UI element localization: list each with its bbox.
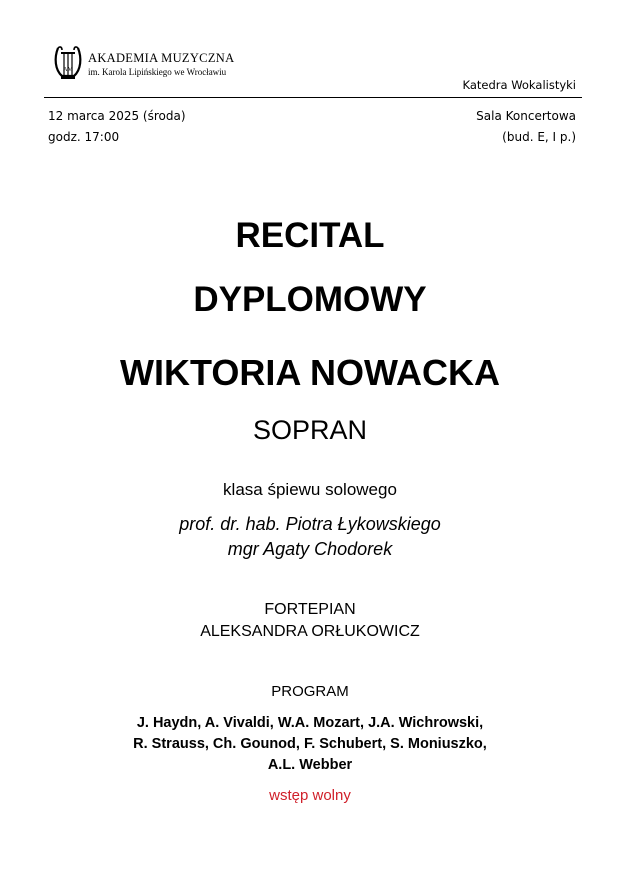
department-name: Katedra Wokalistyki <box>462 78 576 92</box>
title-line-2: DYPLOMOWY <box>193 280 427 319</box>
institution-subtitle: im. Karola Lipińskiego we Wrocławiu <box>88 66 227 77</box>
event-date: 12 marca 2025 (środa) <box>48 109 186 123</box>
institution-text <box>88 51 234 78</box>
lyre-icon <box>52 44 84 84</box>
accompanist-name: ALEKSANDRA ORŁUKOWICZ <box>200 623 420 640</box>
program-heading: PROGRAM <box>271 683 349 700</box>
institution-logo <box>52 44 234 84</box>
composers-line-3: A.L. Webber <box>267 757 353 773</box>
composers-line-2: R. Strauss, Ch. Gounod, F. Schubert, S. Moniuszko, <box>133 736 487 752</box>
venue-name: Sala Koncertowa <box>476 109 576 123</box>
event-datetime <box>48 106 186 148</box>
venue-detail: (bud. E, I p.) <box>502 130 576 144</box>
class-label: klasa śpiewu solowego <box>223 480 397 499</box>
voice-type: SOPRAN <box>252 415 368 445</box>
teacher-1: prof. dr. hab. Piotra Łykowskiego <box>179 514 441 534</box>
performer-name: WIKTORIA NOWACKA <box>120 352 500 393</box>
svg-text:AM: AM <box>63 67 73 73</box>
header-divider <box>44 97 582 98</box>
accompaniment-label: FORTEPIAN <box>264 601 356 618</box>
teacher-2: mgr Agaty Chodorek <box>227 539 393 559</box>
title-line-1: RECITAL <box>235 216 385 255</box>
event-venue <box>476 106 576 148</box>
admission-note: wstęp wolny <box>269 787 351 804</box>
institution-name: AKADEMIA MUZYCZNA <box>88 50 235 65</box>
composers-line-1: J. Haydn, A. Vivaldi, W.A. Mozart, J.A. Wichrowski, <box>136 715 484 731</box>
event-time: godz. 17:00 <box>48 130 120 144</box>
